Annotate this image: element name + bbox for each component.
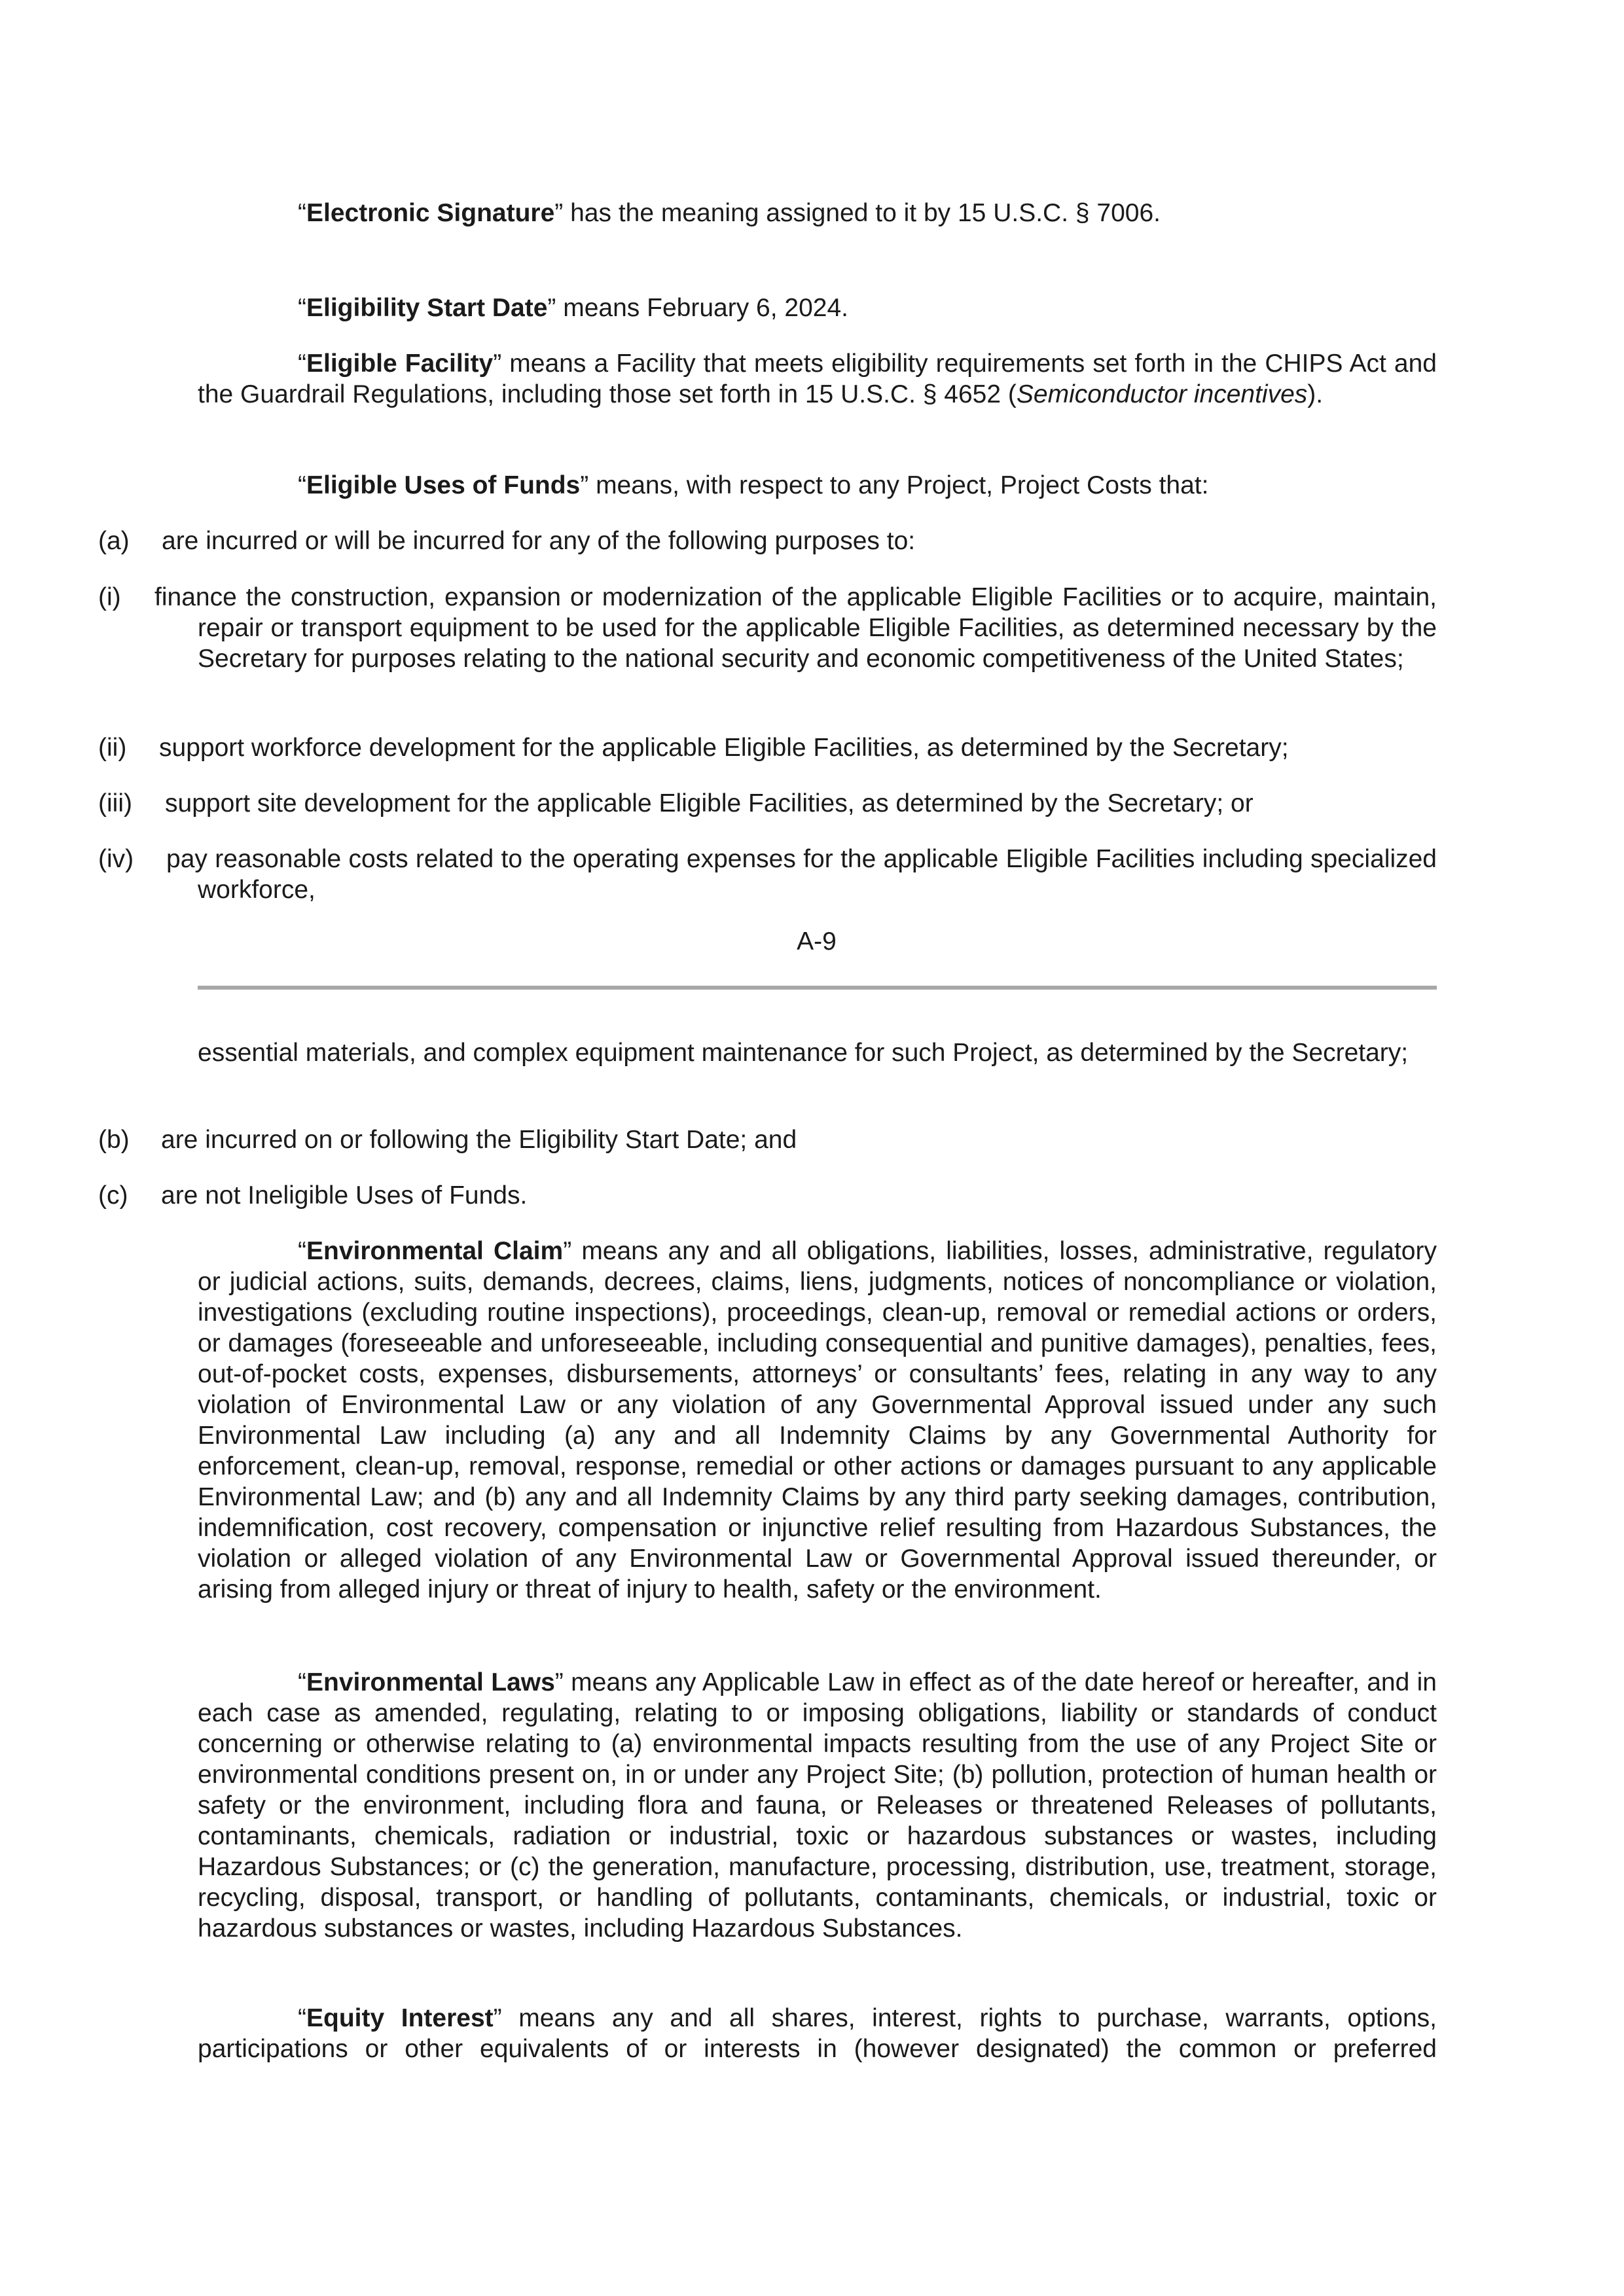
list-item-text: are not Ineligible Uses of Funds. [161, 1181, 528, 1210]
list-item-c [98, 1180, 1437, 1211]
list-item-text: support site development for the applicable Eligible Facilities, as determined by the Secretary; or [165, 789, 1254, 817]
term-electronic-signature: Electronic Signature [306, 199, 555, 227]
page-break-divider [198, 986, 1437, 990]
list-label: (ii) [98, 734, 127, 762]
term-eligible-uses-of-funds: Eligible Uses of Funds [306, 471, 581, 499]
list-label: (i) [98, 583, 121, 611]
list-label: (c) [98, 1181, 128, 1210]
list-item-iii [98, 788, 1437, 819]
term-eligible-facility: Eligible Facility [306, 350, 494, 378]
list-item-text: are incurred or will be incurred for any of the following purposes to: [162, 527, 916, 555]
list-item-text: support workforce development for the applicable Eligible Facilities, as determined by the Secretary; [159, 734, 1289, 762]
list-item-iv [98, 844, 1437, 905]
definition-eligible-uses-of-funds: “Eligible Uses of Funds” means, with respect to any Project, Project Costs that: [298, 471, 1209, 499]
term-environmental-laws: Environmental Laws [306, 1668, 555, 1696]
list-item-b [98, 1124, 1437, 1155]
list-label: (iv) [98, 845, 134, 873]
definition-equity-interest: “Equity Interest” means any and all shares, interest, rights to purchase, warrants, options, participations or other equivalents of or interests in (however designated) the common or preferred [198, 2004, 1437, 2063]
definition-environmental-laws: “Environmental Laws” means any Applicable Law in effect as of the date hereof or hereafter, and in each case as amended, regulating, relating to or imposing obligations, liability or standards of conduct concerning or otherwise relating to (a) environmental impacts resulting from the use of any Project Site or environmental conditions present on, in or under any Project Site; (b) pollution, protection of human health or safety or the environment, including flora and fauna, or Releases or threatened Releases of pollutants, contaminants, chemicals, radiation or industrial, toxic or hazardous substances or wastes, including Hazardous Substances; or (c) the generation, manufacture, processing, distribution, use, treatment, storage, recycling, disposal, transport, or handling of pollutants, contaminants, chemicals, or industrial, toxic or hazardous substances or wastes, including Hazardous Substances. [198, 1668, 1437, 1943]
list-item-text: finance the construction, expansion or modernization of the applicable Eligible Facilities or to acquire, maintain, repair or transport equipment to be used for the applicable Eligible Facilities, as determined necessary by the Secretary for purposes relating to the national security and economic competitiveness of the United States; [154, 583, 1437, 673]
page-number: A-9 [797, 927, 837, 956]
list-item-a [98, 526, 1437, 556]
term-equity-interest: Equity Interest [306, 2004, 494, 2032]
list-item-ii [98, 732, 1437, 763]
list-label: (b) [98, 1126, 130, 1154]
list-item-text: are incurred on or following the Eligibility Start Date; and [161, 1126, 797, 1154]
term-eligibility-start-date: Eligibility Start Date [306, 294, 548, 322]
list-item-iv-continuation: essential materials, and complex equipment maintenance for such Project, as determined by the Secretary; [198, 1039, 1409, 1067]
list-label: (a) [98, 527, 130, 555]
definition-eligibility-start-date: “Eligibility Start Date” means February 6, 2024. [298, 294, 848, 322]
term-environmental-claim: Environmental Claim [306, 1237, 564, 1265]
definition-eligible-facility: “Eligible Facility” means a Facility that meets eligibility requirements set forth in the CHIPS Act and the Guardrail Regulations, including those set forth in 15 U.S.C. § 4652 (Semiconductor incentives). [198, 350, 1437, 408]
list-item-text: pay reasonable costs related to the operating expenses for the applicable Eligible Facilities including specialized workforce, [166, 845, 1437, 904]
definition-electronic-signature: “Electronic Signature” has the meaning assigned to it by 15 U.S.C. § 7006. [298, 199, 1161, 227]
list-item-i [98, 582, 1437, 674]
italic-reference: Semiconductor incentives [1016, 380, 1308, 408]
list-label: (iii) [98, 789, 132, 817]
definition-environmental-claim: “Environmental Claim” means any and all obligations, liabilities, losses, administrative, regulatory or judicial actions, suits, demands, decrees, claims, liens, judgments, notices of noncompliance or violation, investigations (excluding routine inspections), proceedings, clean-up, removal or remedial actions or orders, or damages (foreseeable and unforeseeable, including consequential and punitive damages), penalties, fees, out-of-pocket costs, expenses, disbursements, attorneys’ or consultants’ fees, relating in any way to any violation of Environmental Law or any violation of any Governmental Approval issued under any such Environmental Law including (a) any and all Indemnity Claims by any Governmental Authority for enforcement, clean-up, removal, response, remedial or other actions or damages pursuant to any applicable Environmental Law; and (b) any and all Indemnity Claims by any third party seeking damages, contribution, indemnification, cost recovery, compensation or injunctive relief resulting from Hazardous Substances, the violation or alleged violation of any Environmental Law or Governmental Approval issued thereunder, or arising from alleged injury or threat of injury to health, safety or the environment. [198, 1237, 1437, 1604]
